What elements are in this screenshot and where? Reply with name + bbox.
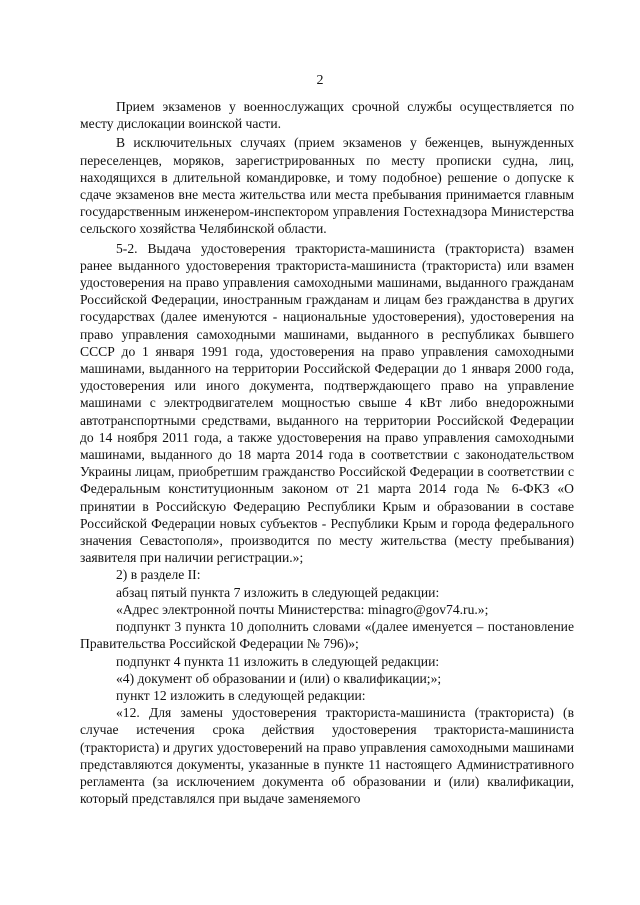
document-body bbox=[80, 98, 574, 807]
paragraph-5-2-license-replacement: 5-2. Выдача удостоверения тракториста-машиниста (тракториста) взамен ранее выданного удостоверения тракториста-машиниста (тракториста) или взамен удостоверения на право управления самоходными машинами, выданного гражданам Российской Федерации, иностранным гражданам и лицам без гражданства в других государствах (далее именуются - национальные удостоверения), удостоверения на право управления самоходными машинами, выданного в республиках бывшего СССР до 1 января 1991 года, удостоверения на право управления самоходными машинами, выданного на территории Российской Федерации до 1 января 2000 года, удостоверения или иного документа, подтверждающего право на управление машинами с электродвигателем мощностью свыше 4 кВт либо внедорожными автотранспортными средствами, выданного на территории Российской Федерации до 14 ноября 2011 года, а также удостоверения на право управления самоходными машинами, выданного до 18 марта 2014 года в соответствии с законодательством Украины лицам, приобретшим гражданство Российской Федерации в соответствии с Федеральным конституционным законом от 21 марта 2014 года № 6-ФКЗ «О принятии в Российскую Федерацию Республики Крым и образовании в составе Российской Федерации новых субъектов - Республики Крым и города федерального значения Севастополя», производится по месту жительства (месту пребывания) заявителя при наличии регистрации.»; bbox=[80, 240, 574, 566]
paragraph-item-11-amendment: подпункт 4 пункта 11 изложить в следующей редакции: bbox=[116, 653, 440, 669]
paragraph-item-7-amendment: абзац пятый пункта 7 изложить в следующей редакции: bbox=[116, 584, 440, 600]
paragraph-item-12-amendment: пункт 12 изложить в следующей редакции: bbox=[116, 687, 366, 703]
paragraph-military-exams: Прием экзаменов у военнослужащих срочной службы осуществляется по месту дислокации воинской части. bbox=[80, 99, 574, 132]
paragraph-email-address: «Адрес электронной почты Министерства: minagro@gov74.ru.»; bbox=[116, 601, 489, 617]
paragraph-exceptional-cases: В исключительных случаях (прием экзаменов у беженцев, вынужденных переселенцев, моряков, зарегистрированных по месту прописки судна, лиц, находящихся в длительной командировке, и тому подобное) решение о допуске к сдаче экзаменов вне места жительства или места пребывания принимается главным государственным инженером-инспектором управления Гостехнадзора Министерства сельского хозяйства Челябинской области. bbox=[80, 135, 574, 237]
paragraph-section-ii: 2) в разделе II: bbox=[116, 567, 201, 583]
page-number: 2 bbox=[316, 73, 324, 88]
paragraph-item-10-amendment: подпункт 3 пункта 10 дополнить словами «(далее именуется – постановление Правительства Российской Федерации № 796)»; bbox=[80, 619, 574, 652]
paragraph-education-document: «4) документ об образовании и (или) о квалификации;»; bbox=[116, 670, 442, 686]
paragraph-item-12-text: «12. Для замены удостоверения тракториста-машиниста (тракториста) (в случае истечения срока действия удостоверения тракториста-машиниста (тракториста) и других удостоверений на право управления самоходными машинами представляются документы, указанные в пункте 11 настоящего Административного регламента (за исключением документа об образовании и (или) квалификации, который представлялся при выдаче заменяемого bbox=[80, 705, 574, 807]
